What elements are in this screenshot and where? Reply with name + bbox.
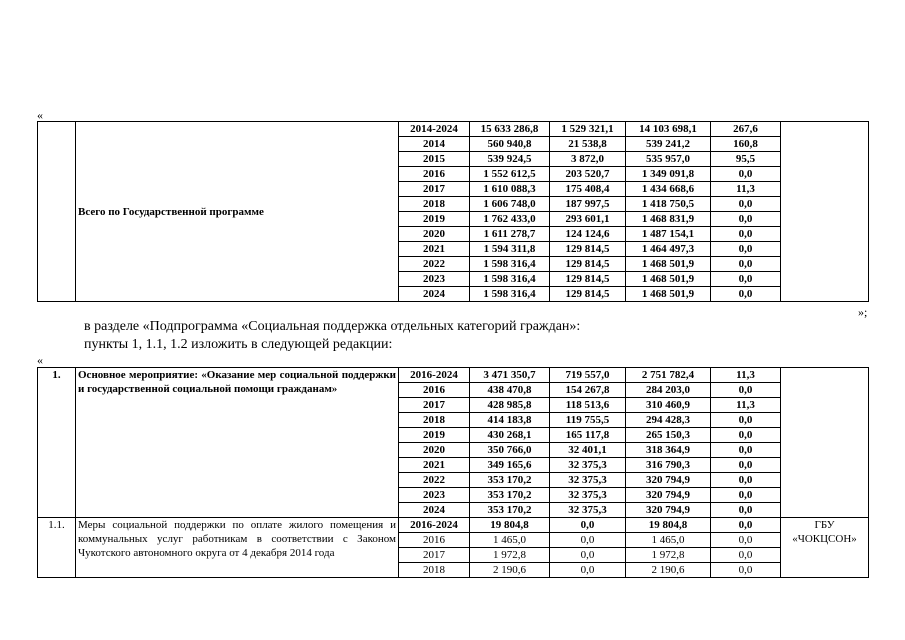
year-cell: 2021 [399, 242, 470, 257]
program-label: Всего по Государственной программе [76, 122, 399, 302]
col-a-cell: 32 401,1 [550, 443, 626, 458]
col-c-cell: 160,8 [711, 137, 781, 152]
col-b-cell: 1 349 091,8 [626, 167, 711, 182]
year-cell: 2016 [399, 383, 470, 398]
col-b-cell: 1 465,0 [626, 533, 711, 548]
year-cell: 2014-2024 [399, 122, 470, 137]
total-cell: 1 594 311,8 [470, 242, 550, 257]
total-cell: 560 940,8 [470, 137, 550, 152]
col-c-cell: 0,0 [711, 443, 781, 458]
total-cell: 1 610 088,3 [470, 182, 550, 197]
col-c-cell: 0,0 [711, 413, 781, 428]
col-b-cell: 1 468 501,9 [626, 272, 711, 287]
paragraph-section-heading: в разделе «Подпрограмма «Социальная поддержка отдельных категорий граждан»: [84, 319, 581, 334]
year-cell: 2016 [399, 533, 470, 548]
col-c-cell: 0,0 [711, 242, 781, 257]
col-c-cell: 0,0 [711, 473, 781, 488]
col-b-cell: 1 468 501,9 [626, 257, 711, 272]
open-quote-1: « [37, 108, 43, 122]
col-a-cell: 118 513,6 [550, 398, 626, 413]
year-cell: 2023 [399, 272, 470, 287]
year-cell: 2019 [399, 212, 470, 227]
year-cell: 2014 [399, 137, 470, 152]
col-b-cell: 294 428,3 [626, 413, 711, 428]
subprogram-table [37, 367, 869, 578]
col-a-cell: 129 814,5 [550, 287, 626, 302]
col-a-cell: 21 538,8 [550, 137, 626, 152]
year-cell: 2016-2024 [399, 368, 470, 383]
col-c-cell: 11,3 [711, 368, 781, 383]
year-cell: 2022 [399, 473, 470, 488]
col-b-cell: 265 150,3 [626, 428, 711, 443]
col-c-cell: 0,0 [711, 287, 781, 302]
item-label: Меры социальной поддержки по оплате жилого помещения и коммунальных услуг работникам в соответствии с Законом Чукотского автономного округа от 4 декабря 2014 года [76, 518, 399, 578]
total-cell: 1 762 433,0 [470, 212, 550, 227]
col-b-cell: 284 203,0 [626, 383, 711, 398]
total-cell: 15 633 286,8 [470, 122, 550, 137]
year-cell: 2023 [399, 488, 470, 503]
total-cell: 1 465,0 [470, 533, 550, 548]
col-a-cell: 129 814,5 [550, 272, 626, 287]
col-c-cell: 0,0 [711, 383, 781, 398]
year-cell: 2024 [399, 287, 470, 302]
col-a-cell: 129 814,5 [550, 257, 626, 272]
year-cell: 2016 [399, 167, 470, 182]
col-b-cell: 1 418 750,5 [626, 197, 711, 212]
year-cell: 2016-2024 [399, 518, 470, 533]
col-b-cell: 535 957,0 [626, 152, 711, 167]
col-c-cell: 0,0 [711, 167, 781, 182]
col-a-cell: 119 755,5 [550, 413, 626, 428]
col-c-cell: 11,3 [711, 182, 781, 197]
executor-cell [781, 122, 869, 302]
total-cell: 1 606 748,0 [470, 197, 550, 212]
table-row [38, 518, 869, 533]
total-cell: 1 598 316,4 [470, 257, 550, 272]
close-quote: »; [858, 305, 868, 319]
item-number: 1. [38, 368, 76, 518]
total-cell: 19 804,8 [470, 518, 550, 533]
col-c-cell: 0,0 [711, 488, 781, 503]
total-cell: 414 183,8 [470, 413, 550, 428]
number-cell [38, 122, 76, 302]
col-c-cell: 0,0 [711, 458, 781, 473]
col-a-cell: 187 997,5 [550, 197, 626, 212]
col-c-cell: 95,5 [711, 152, 781, 167]
year-cell: 2020 [399, 443, 470, 458]
col-b-cell: 318 364,9 [626, 443, 711, 458]
year-cell: 2021 [399, 458, 470, 473]
open-quote-2: « [37, 353, 43, 367]
col-b-cell: 1 468 501,9 [626, 287, 711, 302]
col-a-cell: 32 375,3 [550, 488, 626, 503]
year-cell: 2015 [399, 152, 470, 167]
total-cell: 1 598 316,4 [470, 272, 550, 287]
total-cell: 353 170,2 [470, 488, 550, 503]
col-a-cell: 175 408,4 [550, 182, 626, 197]
total-cell: 349 165,6 [470, 458, 550, 473]
year-cell: 2020 [399, 227, 470, 242]
total-cell: 438 470,8 [470, 383, 550, 398]
col-a-cell: 719 557,0 [550, 368, 626, 383]
col-b-cell: 1 468 831,9 [626, 212, 711, 227]
total-cell: 1 611 278,7 [470, 227, 550, 242]
year-cell: 2024 [399, 503, 470, 518]
total-cell: 1 552 612,5 [470, 167, 550, 182]
total-cell: 1 598 316,4 [470, 287, 550, 302]
col-a-cell: 124 124,6 [550, 227, 626, 242]
total-cell: 1 972,8 [470, 548, 550, 563]
table-row [38, 368, 869, 383]
col-c-cell: 0,0 [711, 548, 781, 563]
col-c-cell: 0,0 [711, 272, 781, 287]
col-a-cell: 0,0 [550, 563, 626, 578]
year-cell: 2017 [399, 398, 470, 413]
year-cell: 2017 [399, 548, 470, 563]
col-c-cell: 0,0 [711, 428, 781, 443]
col-b-cell: 1 464 497,3 [626, 242, 711, 257]
col-a-cell: 129 814,5 [550, 242, 626, 257]
col-a-cell: 1 529 321,1 [550, 122, 626, 137]
col-b-cell: 1 487 154,1 [626, 227, 711, 242]
col-b-cell: 14 103 698,1 [626, 122, 711, 137]
executor-cell: ГБУ «ЧОКЦСОН» [781, 518, 869, 578]
col-c-cell: 0,0 [711, 563, 781, 578]
col-b-cell: 19 804,8 [626, 518, 711, 533]
col-c-cell: 0,0 [711, 257, 781, 272]
col-b-cell: 320 794,9 [626, 473, 711, 488]
col-b-cell: 316 790,3 [626, 458, 711, 473]
col-c-cell: 0,0 [711, 197, 781, 212]
col-c-cell: 0,0 [711, 533, 781, 548]
year-cell: 2017 [399, 182, 470, 197]
col-c-cell: 11,3 [711, 398, 781, 413]
total-cell: 2 190,6 [470, 563, 550, 578]
year-cell: 2018 [399, 563, 470, 578]
col-b-cell: 2 751 782,4 [626, 368, 711, 383]
year-cell: 2018 [399, 413, 470, 428]
year-cell: 2018 [399, 197, 470, 212]
item-label: Основное мероприятие: «Оказание мер социальной поддержки и государственной социальной помощи гражданам» [76, 368, 399, 518]
paragraph-instruction: пункты 1, 1.1, 1.2 изложить в следующей редакции: [84, 337, 393, 352]
col-b-cell: 539 241,2 [626, 137, 711, 152]
total-cell: 353 170,2 [470, 503, 550, 518]
col-c-cell: 0,0 [711, 227, 781, 242]
year-cell: 2022 [399, 257, 470, 272]
table-row [38, 122, 869, 137]
col-a-cell: 154 267,8 [550, 383, 626, 398]
col-b-cell: 1 972,8 [626, 548, 711, 563]
col-c-cell: 0,0 [711, 503, 781, 518]
item-number: 1.1. [38, 518, 76, 578]
col-b-cell: 320 794,9 [626, 503, 711, 518]
total-cell: 350 766,0 [470, 443, 550, 458]
col-b-cell: 320 794,9 [626, 488, 711, 503]
executor-cell [781, 368, 869, 518]
col-a-cell: 0,0 [550, 518, 626, 533]
col-a-cell: 0,0 [550, 548, 626, 563]
total-cell: 430 268,1 [470, 428, 550, 443]
col-a-cell: 32 375,3 [550, 503, 626, 518]
year-cell: 2019 [399, 428, 470, 443]
col-a-cell: 0,0 [550, 533, 626, 548]
total-cell: 428 985,8 [470, 398, 550, 413]
col-c-cell: 0,0 [711, 518, 781, 533]
col-a-cell: 32 375,3 [550, 473, 626, 488]
col-c-cell: 267,6 [711, 122, 781, 137]
total-cell: 3 471 350,7 [470, 368, 550, 383]
col-c-cell: 0,0 [711, 212, 781, 227]
col-a-cell: 165 117,8 [550, 428, 626, 443]
col-a-cell: 293 601,1 [550, 212, 626, 227]
col-b-cell: 310 460,9 [626, 398, 711, 413]
col-a-cell: 3 872,0 [550, 152, 626, 167]
total-cell: 539 924,5 [470, 152, 550, 167]
col-a-cell: 32 375,3 [550, 458, 626, 473]
program-total-table [37, 121, 869, 302]
col-b-cell: 2 190,6 [626, 563, 711, 578]
col-a-cell: 203 520,7 [550, 167, 626, 182]
total-cell: 353 170,2 [470, 473, 550, 488]
col-b-cell: 1 434 668,6 [626, 182, 711, 197]
